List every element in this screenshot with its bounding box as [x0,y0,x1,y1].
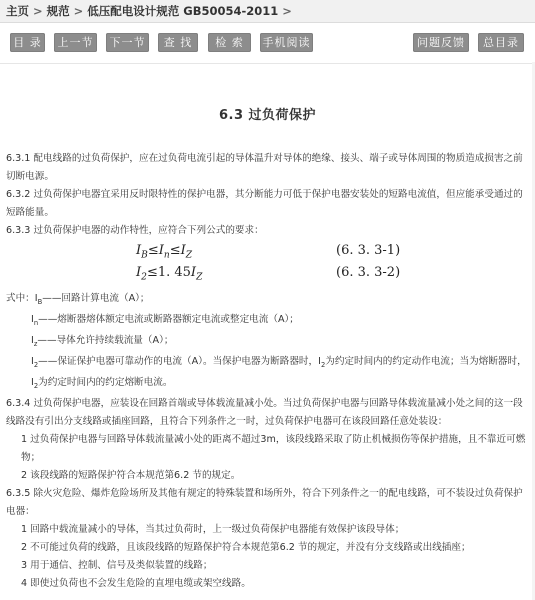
all-toc-button[interactable]: 总目录 [478,33,524,52]
formula-6-3-3-2: $I_2\le 1$. $45I_Z$ (6. 3. 3-2) [136,265,401,283]
breadcrumb-separator: > [282,4,292,18]
mobile-read-button[interactable]: 手机阅读 [260,33,313,52]
clause-6-3-5-item-2: 2 不可能过负荷的线路，且该段线路的短路保护符合本规范第6.2 节的规定，并没有分支线路或出线插座； [21,541,471,553]
clause-6-3-5: 6.3.5 除火灾危险、爆炸危险场所及其他有规定的特殊装置和场所外，符合下列条件之一的配电线路，可不装设过负荷保护电器： [6,487,523,517]
definition-iz: $I_z——$导体允许持续载流量（A）； [31,334,174,348]
clause-6-3-5-item-4: 4 即使过负荷也不会发生危险的直埋电缆或架空线路。 [21,577,251,589]
clause-6-3-1: 6.3.1 配电线路的过负荷保护，应在过负荷电流引起的导体温升对导体的绝缘、接头、端子或导体周围的物质造成损害之前切断电源。 [6,153,523,182]
clause-6-3-5-item-1: 1 回路中载流量减小的导体，当其过负荷时，上一级过负荷保护电器能有效保护该段导体； [21,523,405,535]
definition-i2: $I_2——$保证保护电器可靠动作的电流（A）。当保护电器为断路器时，$I_2$为约定时间内的约定动作电流；当为熔断器时，$I_2$为约定时间内的约定熔断电流。 [31,355,527,390]
breadcrumb [0,0,535,23]
definition-in: $I_n——$熔断器熔体额定电流或断路器额定电流或整定电流（A）； [31,313,299,327]
clause-6-3-2: 6.3.2 过负荷保护电器宜采用反时限特性的保护电器，其分断能力可低于保护电器安装处的短路电流值，但应能承受通过的短路能量。 [6,189,523,218]
clause-6-3-5-item-3: 3 用于通信、控制、信号及类似装置的线路； [21,559,213,571]
page-title: 6.3 过负荷保护 [218,108,317,123]
definitions [6,290,529,395]
formula-6-3-3-1: $I_B\le I_n\le I_Z$ (6. 3. 3-1) [136,243,401,261]
clause-6-3-4-item-2: 2 该段线路的短路保护符合本规范第6.2 节的规定。 [21,469,241,481]
find-button[interactable]: 查 找 [158,33,198,52]
breadcrumb-separator: > [73,4,84,18]
next-section-button[interactable]: 下一节 [106,33,149,52]
breadcrumb-home[interactable]: 主页 [6,4,29,18]
toolbar [0,23,535,64]
breadcrumb-separator: > [33,4,43,18]
spec-content [6,150,529,593]
breadcrumb-current[interactable]: 低压配电设计规范 GB50054-2011 [87,4,279,18]
formula-number: (6. 3. 3-1) [336,243,401,258]
breadcrumb-section[interactable]: 规范 [46,4,70,18]
search-button[interactable]: 检 索 [208,33,251,52]
definition-ib: 式中：$I_B——$回路计算电流（A）； [6,293,150,306]
toc-button[interactable]: 目 录 [10,33,45,52]
clause-6-3-3: 6.3.3 过负荷保护电器的动作特性，应符合下列公式的要求： [6,225,264,236]
clause-6-3-4-item-1: 1 过负荷保护电器与回路导体载流量减小处的距离不超过3m，该段线路采取了防止机械损伤等保护措施，且不靠近可燃物； [21,433,526,463]
formula-number: (6. 3. 3-2) [336,265,401,280]
clause-6-3-4: 6.3.4 过负荷保护电器，应装设在回路首端或导体载流量减小处。当过负荷保护电器与回路导体载流量减小处之间的这一段线路没有引出分支线路或插座回路，且符合下列条件之一时，过负荷保护电器可在该段回路任意处装设： [6,397,523,427]
feedback-button[interactable]: 问题反馈 [413,33,469,52]
prev-section-button[interactable]: 上一节 [54,33,97,52]
